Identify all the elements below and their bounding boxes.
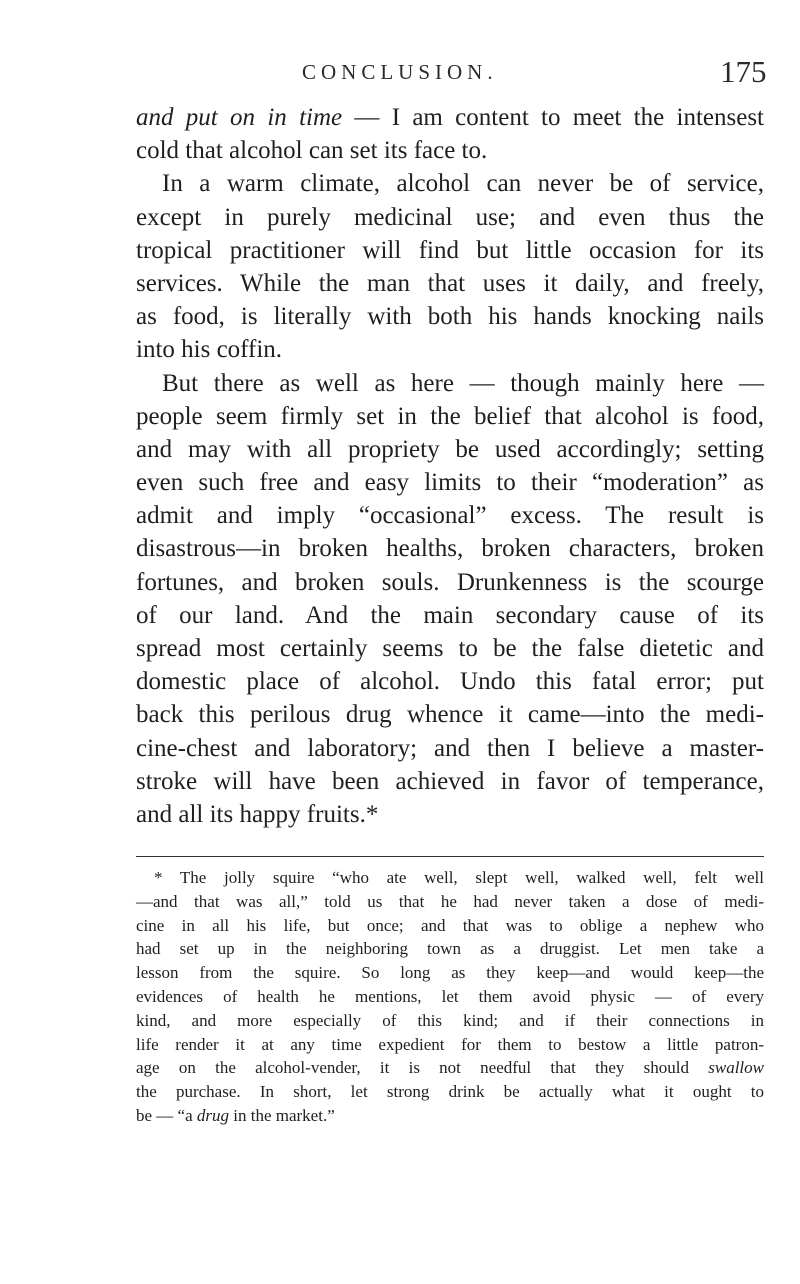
text-segment: in the market.” [229, 1105, 335, 1125]
text-line: of our land. And the main secondary cause of its [136, 601, 764, 629]
text-line: back this perilous drug whence it came—into the medi- [136, 701, 764, 729]
footnote-line: lesson from the squire. So long as they keep—and would keep—the [136, 963, 764, 983]
text-line: and may with all propriety be used accordingly; setting [136, 435, 764, 463]
text-line: and all its happy fruits.* [136, 800, 379, 828]
footnote [136, 866, 764, 1128]
text-line: tropical practitioner will find but little occasion for its [136, 236, 764, 264]
italic-phrase: and put on in time [136, 104, 343, 131]
text-segment: be — “a [136, 1105, 197, 1125]
body-text [136, 101, 764, 831]
text-segment: — I am content to meet the intensest [342, 104, 765, 131]
text-line: cine-chest and laboratory; and then I believe a master- [136, 734, 764, 762]
text-line: stroke will have been achieved in favor of temperance, [136, 767, 764, 795]
text-line: admit and imply “occasional” excess. The result is [136, 502, 764, 530]
footnote-line [136, 1056, 764, 1080]
text-line: cold that alcohol can set its face to. [136, 137, 488, 165]
footnote-line: * The jolly squire “who ate well, slept well, walked well, felt well [154, 868, 764, 887]
text-line: as food, is literally with both his hands knocking nails [136, 303, 764, 331]
text-line: disastrous—in broken healths, broken characters, broken [136, 535, 764, 563]
text-line: fortunes, and broken souls. Drunkenness is the scourge [136, 568, 764, 596]
text-line: services. While the man that uses it daily, and freely, [136, 269, 764, 297]
text-line [136, 101, 764, 134]
text-line: people seem firmly set in the belief that alcohol is food, [136, 402, 764, 430]
running-title: CONCLUSION. [302, 60, 498, 84]
text-line: In a warm climate, alcohol can never be of service, [162, 170, 764, 198]
footnote-line: evidences of health he mentions, let them avoid physic — of every [136, 986, 764, 1006]
text-line: But there as well as here — though mainly here — [162, 369, 764, 397]
italic-word: drug [196, 1105, 230, 1125]
footnote-line: the purchase. In short, let strong drink be actually what it ought to [136, 1082, 764, 1102]
footnote-line: —and that was all,” told us that he had never taken a dose of medi- [136, 891, 764, 911]
text-line: even such free and easy limits to their “moderation” as [136, 469, 764, 497]
footnote-line: cine in all his life, but once; and that was to oblige a nephew who [136, 915, 764, 935]
text-line: spread most certainly seems to be the false dietetic and [136, 635, 764, 662]
footnote-line: kind, and more especially of this kind; and if their connections in [136, 1010, 764, 1030]
footnote-line: had set up in the neighboring town as a druggist. Let men take a [136, 939, 764, 959]
text-line: domestic place of alcohol. Undo this fatal error; put [136, 668, 764, 696]
running-head [0, 54, 800, 98]
text-line: into his coffin. [136, 336, 283, 364]
page-number: 175 [720, 54, 767, 89]
text-segment: age on the alcohol-vender, it is not needful that they should [136, 1058, 709, 1078]
footnote-line [136, 1104, 764, 1128]
footnote-divider [136, 856, 764, 857]
text-line: except in purely medicinal use; and even thus the [136, 203, 764, 231]
footnote-line: life render it at any time expedient for them to bestow a little patron- [136, 1034, 764, 1054]
italic-word: swallow [708, 1058, 764, 1078]
